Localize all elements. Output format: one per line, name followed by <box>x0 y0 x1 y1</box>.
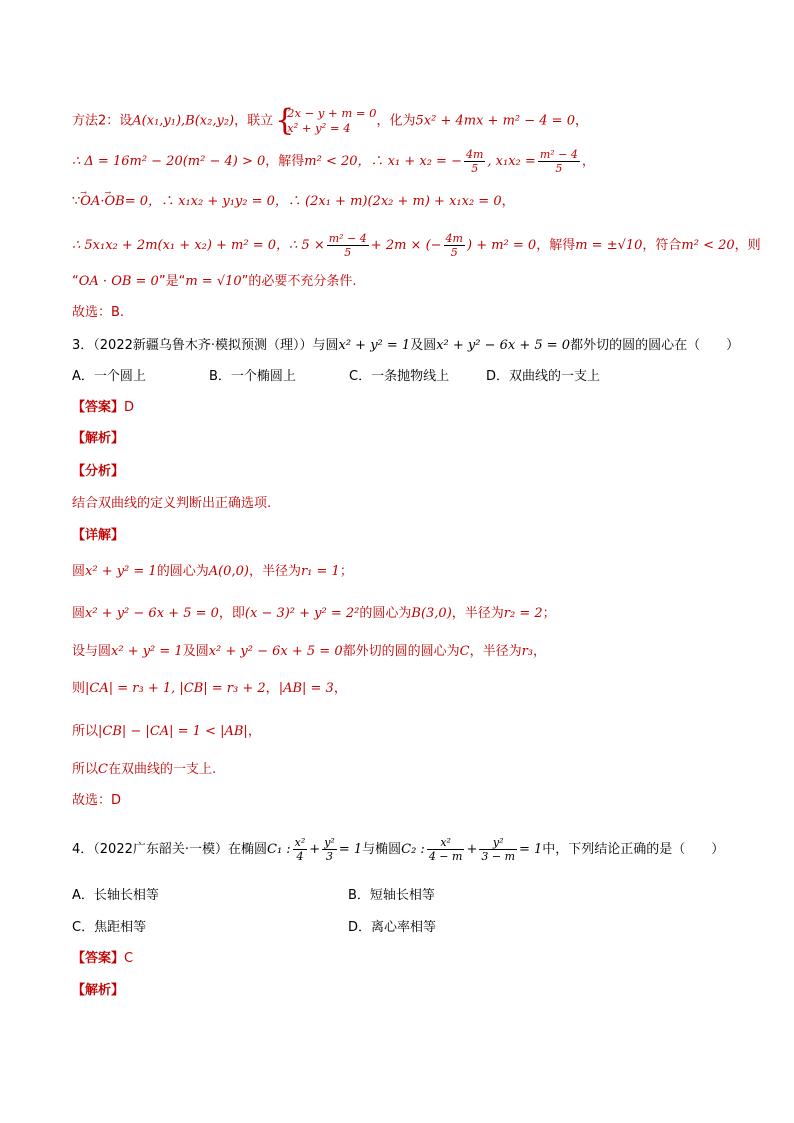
option-a: A．长轴长相等 <box>72 888 159 903</box>
system-eq-1: { 2x − y + m = 0 <box>287 106 377 120</box>
fraction: $\frac{\text{m² − 4}}{5}$ <box>328 232 367 259</box>
detail-line-2: 圆x² + y² − 6x + 5 = 0，即(x − 3)² + y² = 2²的圆心为B(3,0)，半径为r₂ = 2； <box>72 606 556 621</box>
fraction: $\frac{4m}{5}$ <box>465 148 484 175</box>
option-d: D．离心率相等 <box>348 920 437 935</box>
option-c: C．焦距相等 <box>72 920 147 935</box>
formula: A(x₁,y₁),B(x₂,y₂) <box>132 113 235 129</box>
method2-line-4 <box>72 232 761 259</box>
formula: ∴ Δ = 16m² − 20(m² − 4) > 0 <box>72 154 266 169</box>
method2-line-1 <box>72 106 588 136</box>
answer-row: 【答案】C <box>72 951 134 966</box>
formula: , x₁x₂ = <box>487 154 536 169</box>
text: ，解得 <box>536 238 576 253</box>
formula: + 2m × (− <box>370 238 442 253</box>
text: “ <box>72 274 79 289</box>
equation-system <box>277 106 376 136</box>
formula: ，∴ 5 × <box>276 238 325 253</box>
text: 及圆 <box>410 338 437 353</box>
detail-line-6: 所以C在双曲线的一支上. <box>72 762 217 777</box>
formula: x² + y² = 1 <box>338 338 411 353</box>
text: ，则 <box>734 238 761 253</box>
detail-line-1: 圆x² + y² = 1的圆心为A(0,0)，半径为r₁ = 1； <box>72 564 353 579</box>
text: ，化为 <box>376 113 416 129</box>
detail-line-3: 设与圆x² + y² = 1及圆x² + y² − 6x + 5 = 0都外切的圆的圆心为C，半径为r₃， <box>72 644 547 659</box>
dot: · <box>100 194 105 209</box>
method2-line-3 <box>72 192 515 212</box>
formula: m = ±√10 <box>575 238 643 253</box>
text: ， <box>501 194 515 209</box>
option-b: B．一个椭圆上 <box>209 369 296 384</box>
formula: 5x² + 4mx + m² − 4 = 0 <box>415 113 575 129</box>
method2-line-2 <box>72 148 595 175</box>
formula: ，∴ (2x₁ + m)(2x₂ + m) + x₁x₂ = 0 <box>274 194 502 209</box>
fenxi-tag: 【分析】 <box>72 464 125 479</box>
text: 3．（2022新疆乌鲁木齐·模拟预测（理））与圆 <box>72 338 339 353</box>
formula: ∴ 5x₁x₂ + 2m(x₁ + x₂) + m² = 0 <box>72 238 277 253</box>
fraction: $\frac{4m}{5}$ <box>445 232 463 259</box>
formula: x² + y² − 6x + 5 = 0 <box>436 338 571 353</box>
question-4-stem: 4．（2022广东韶关·一模）在椭圆C₁ : $\frac{\text{x²}}{4}$ + $\frac{\text{y²}}{3}$ = 1与椭圆C₂ : $\frac{\text{x²}}{4 - m}$ + $\frac{\text{y²}}{3 - m}$ = 1中，下列结论正确的是（ ） <box>72 836 725 863</box>
text: ， <box>574 113 588 129</box>
option-a: A．一个圆上 <box>72 369 146 384</box>
question-3-stem <box>72 336 739 356</box>
text: ， <box>581 154 595 169</box>
option-d: D．双曲线的一支上 <box>486 369 601 384</box>
answer-value: D <box>124 400 135 415</box>
answer-tag: 【答案】 <box>72 400 125 415</box>
answer-row <box>72 398 134 418</box>
vector-oa: → OA <box>80 192 100 212</box>
detail-line-5: 所以|CB| − |CA| = 1 < |AB|， <box>72 724 261 739</box>
text: ，联立 <box>234 113 274 129</box>
text: ”是“ <box>158 274 186 289</box>
option-c: C．一条抛物线上 <box>349 369 450 384</box>
formula: m² < 20 <box>304 154 358 169</box>
detail-line-4: 则|CA| = r₃ + 1, |CB| = r₃ + 2，|AB| = 3， <box>72 681 347 696</box>
text: 方法2：设 <box>72 113 133 129</box>
method2-line-5 <box>72 272 357 292</box>
question-4-options-row-1 <box>72 886 435 906</box>
formula: m = √10 <box>185 274 242 289</box>
formula: ，∴ x₁x₂ + y₁y₂ = 0 <box>147 194 275 209</box>
fenxi-text: 结合双曲线的定义判断出正确选项. <box>72 496 272 511</box>
question-3-conclusion: 故选：D <box>72 793 122 808</box>
detail-tag: 【详解】 <box>72 528 125 543</box>
formula: ，∴ x₁ + x₂ = − <box>357 154 462 169</box>
text: ，符合 <box>642 238 682 253</box>
formula: = 0 <box>124 194 148 209</box>
question-3-options <box>72 367 600 387</box>
text: ”的必要不充分条件. <box>241 274 357 289</box>
formula: ) + m² = 0 <box>466 238 537 253</box>
analysis-tag: 【解析】 <box>72 983 125 998</box>
fraction: $\frac{\text{m² − 4}}{5}$ <box>539 148 578 175</box>
vector-ob: → OB <box>104 192 124 212</box>
formula: m² < 20 <box>681 238 735 253</box>
because-symbol: ∵ <box>72 194 81 209</box>
option-b: B．短轴长相等 <box>348 888 435 903</box>
text: 都外切的圆的圆心在（ ） <box>570 338 740 353</box>
method2-conclusion: 故选：B. <box>72 305 125 320</box>
analysis-tag: 【解析】 <box>72 431 125 446</box>
text: ，解得 <box>265 154 305 169</box>
formula: OA · OB = 0 <box>78 274 159 289</box>
system-eq-2: x² + y² = 4 <box>287 121 351 135</box>
question-4-options-row-2 <box>72 918 436 938</box>
